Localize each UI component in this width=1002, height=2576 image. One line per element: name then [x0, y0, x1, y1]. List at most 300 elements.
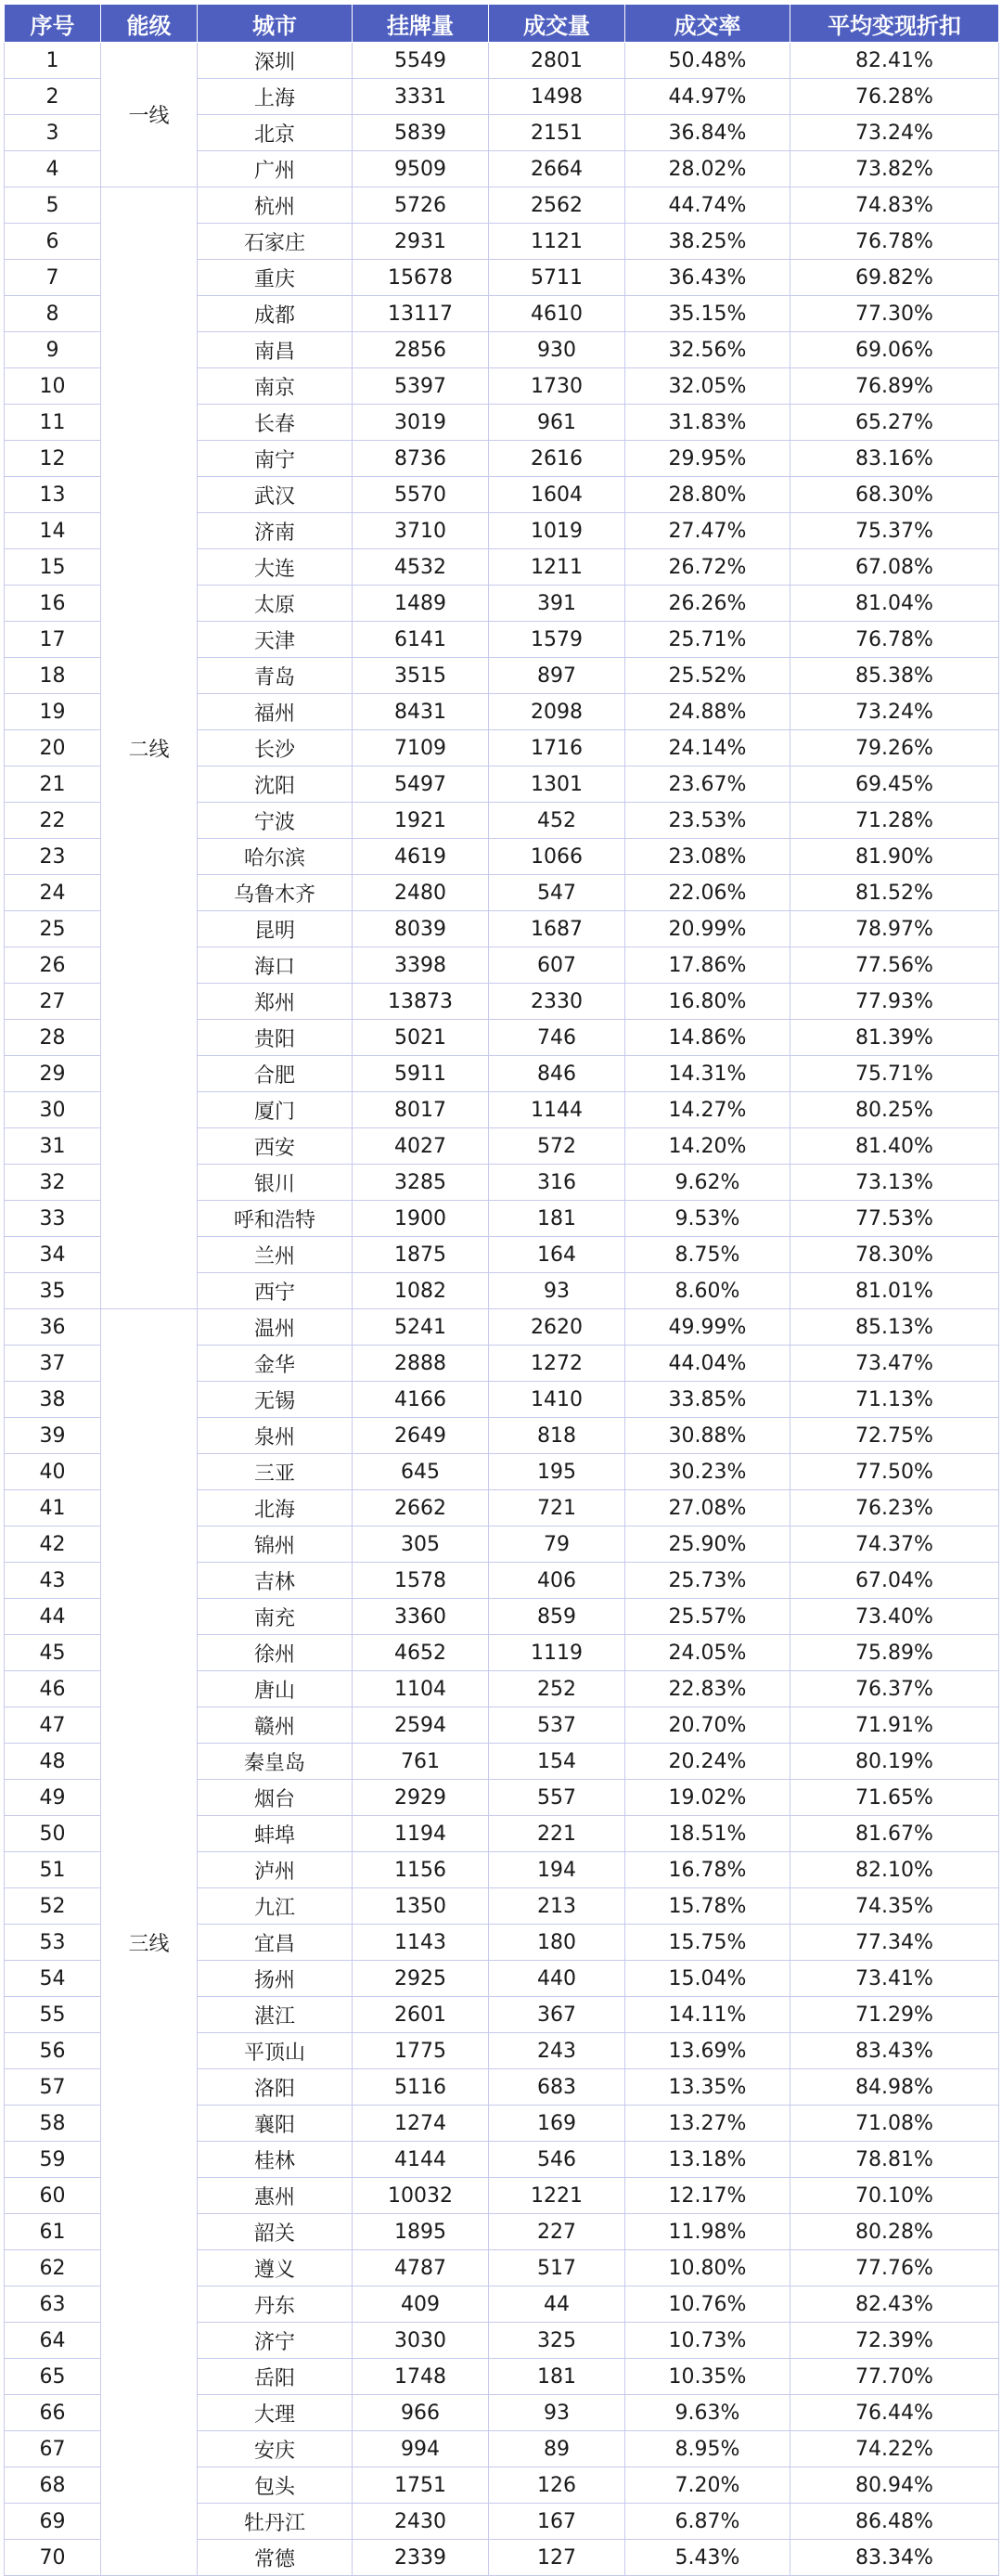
listings-cell: 3030 [353, 2323, 489, 2359]
index-cell: 36 [5, 1309, 101, 1346]
deal-rate-cell: 24.88% [625, 694, 790, 730]
index-cell: 70 [5, 2540, 101, 2576]
city-cell: 南宁 [198, 441, 353, 477]
deals-cell: 2098 [489, 694, 625, 730]
city-cell: 南充 [198, 1599, 353, 1635]
city-cell: 锦州 [198, 1526, 353, 1563]
deals-cell: 1019 [489, 513, 625, 549]
deals-cell: 5711 [489, 260, 625, 296]
city-cell: 平顶山 [198, 2033, 353, 2069]
index-cell: 39 [5, 1418, 101, 1454]
listings-cell: 15678 [353, 260, 489, 296]
city-cell: 大连 [198, 549, 353, 586]
listings-cell: 5570 [353, 477, 489, 513]
deal-rate-cell: 13.35% [625, 2069, 790, 2106]
city-cell: 深圳 [198, 43, 353, 79]
deals-cell: 517 [489, 2250, 625, 2286]
deal-rate-cell: 18.51% [625, 1816, 790, 1852]
deal-rate-cell: 17.86% [625, 947, 790, 984]
listings-cell: 8736 [353, 441, 489, 477]
deals-cell: 452 [489, 803, 625, 839]
index-cell: 2 [5, 79, 101, 115]
listings-cell: 3515 [353, 658, 489, 694]
header-city[interactable]: 城市 [198, 5, 353, 43]
deals-cell: 126 [489, 2467, 625, 2504]
deal-rate-cell: 20.70% [625, 1707, 790, 1744]
city-cell: 湛江 [198, 1997, 353, 2033]
deals-cell: 721 [489, 1490, 625, 1526]
listings-cell: 4787 [353, 2250, 489, 2286]
index-cell: 1 [5, 43, 101, 79]
deals-cell: 1066 [489, 839, 625, 875]
index-cell: 35 [5, 1273, 101, 1309]
deals-cell: 572 [489, 1128, 625, 1165]
deal-rate-cell: 7.20% [625, 2467, 790, 2504]
deals-cell: 2664 [489, 151, 625, 187]
deal-rate-cell: 9.53% [625, 1201, 790, 1237]
city-cell: 济南 [198, 513, 353, 549]
city-cell: 泉州 [198, 1418, 353, 1454]
deal-rate-cell: 44.97% [625, 79, 790, 115]
city-cell: 岳阳 [198, 2359, 353, 2395]
deals-cell: 818 [489, 1418, 625, 1454]
avg-discount-cell: 85.13% [790, 1309, 999, 1346]
listings-cell: 4144 [353, 2142, 489, 2178]
city-cell: 扬州 [198, 1961, 353, 1997]
deal-rate-cell: 30.88% [625, 1418, 790, 1454]
index-cell: 15 [5, 549, 101, 586]
deals-cell: 2151 [489, 115, 625, 151]
index-cell: 54 [5, 1961, 101, 1997]
listings-cell: 1748 [353, 2359, 489, 2395]
listings-cell: 4652 [353, 1635, 489, 1671]
city-cell: 烟台 [198, 1780, 353, 1816]
city-cell: 哈尔滨 [198, 839, 353, 875]
header-deals[interactable]: 成交量 [489, 5, 625, 43]
city-cell: 长沙 [198, 730, 353, 766]
avg-discount-cell: 73.82% [790, 151, 999, 187]
city-cell: 牡丹江 [198, 2504, 353, 2540]
index-cell: 66 [5, 2395, 101, 2431]
city-cell: 西宁 [198, 1273, 353, 1309]
avg-discount-cell: 77.76% [790, 2250, 999, 2286]
avg-discount-cell: 71.08% [790, 2106, 999, 2142]
listings-cell: 1489 [353, 586, 489, 622]
index-cell: 58 [5, 2106, 101, 2142]
index-cell: 41 [5, 1490, 101, 1526]
deal-rate-cell: 15.75% [625, 1925, 790, 1961]
deal-rate-cell: 25.90% [625, 1526, 790, 1563]
index-cell: 12 [5, 441, 101, 477]
city-cell: 武汉 [198, 477, 353, 513]
deals-cell: 181 [489, 1201, 625, 1237]
deal-rate-cell: 27.47% [625, 513, 790, 549]
index-cell: 44 [5, 1599, 101, 1635]
deal-rate-cell: 27.08% [625, 1490, 790, 1526]
listings-cell: 409 [353, 2286, 489, 2323]
deals-cell: 1410 [489, 1382, 625, 1418]
avg-discount-cell: 86.48% [790, 2504, 999, 2540]
header-tier[interactable]: 能级 [101, 5, 198, 43]
deal-rate-cell: 28.02% [625, 151, 790, 187]
index-cell: 4 [5, 151, 101, 187]
deals-cell: 1221 [489, 2178, 625, 2214]
deals-cell: 557 [489, 1780, 625, 1816]
city-cell: 石家庄 [198, 224, 353, 260]
deals-cell: 537 [489, 1707, 625, 1744]
city-cell: 常德 [198, 2540, 353, 2576]
index-cell: 64 [5, 2323, 101, 2359]
deals-cell: 1121 [489, 224, 625, 260]
listings-cell: 994 [353, 2431, 489, 2467]
index-cell: 40 [5, 1454, 101, 1490]
city-cell: 秦皇岛 [198, 1744, 353, 1780]
deals-cell: 93 [489, 2395, 625, 2431]
listings-cell: 2339 [353, 2540, 489, 2576]
avg-discount-cell: 71.29% [790, 1997, 999, 2033]
index-cell: 29 [5, 1056, 101, 1092]
avg-discount-cell: 83.34% [790, 2540, 999, 2576]
deals-cell: 547 [489, 875, 625, 911]
tier-cell: 一线 [101, 43, 198, 187]
avg-discount-cell: 73.47% [790, 1346, 999, 1382]
deals-cell: 1144 [489, 1092, 625, 1128]
deal-rate-cell: 32.05% [625, 368, 790, 405]
deal-rate-cell: 10.35% [625, 2359, 790, 2395]
city-cell: 贵阳 [198, 1020, 353, 1056]
deal-rate-cell: 12.17% [625, 2178, 790, 2214]
deal-rate-cell: 44.04% [625, 1346, 790, 1382]
deal-rate-cell: 15.04% [625, 1961, 790, 1997]
listings-cell: 645 [353, 1454, 489, 1490]
deals-cell: 607 [489, 947, 625, 984]
avg-discount-cell: 81.52% [790, 875, 999, 911]
city-cell: 三亚 [198, 1454, 353, 1490]
city-cell: 唐山 [198, 1671, 353, 1707]
avg-discount-cell: 77.53% [790, 1201, 999, 1237]
city-cell: 桂林 [198, 2142, 353, 2178]
listings-cell: 1104 [353, 1671, 489, 1707]
deal-rate-cell: 16.78% [625, 1852, 790, 1888]
listings-cell: 5549 [353, 43, 489, 79]
city-cell: 徐州 [198, 1635, 353, 1671]
deal-rate-cell: 20.24% [625, 1744, 790, 1780]
listings-cell: 5397 [353, 368, 489, 405]
header-row [5, 5, 999, 43]
header-listings[interactable]: 挂牌量 [353, 5, 489, 43]
listings-cell: 13117 [353, 296, 489, 332]
city-cell: 重庆 [198, 260, 353, 296]
avg-discount-cell: 81.01% [790, 1273, 999, 1309]
listings-cell: 5021 [353, 1020, 489, 1056]
avg-discount-cell: 78.97% [790, 911, 999, 947]
deal-rate-cell: 50.48% [625, 43, 790, 79]
avg-discount-cell: 79.26% [790, 730, 999, 766]
city-cell: 宜昌 [198, 1925, 353, 1961]
avg-discount-cell: 83.43% [790, 2033, 999, 2069]
index-cell: 57 [5, 2069, 101, 2106]
header-index[interactable]: 序号 [5, 5, 101, 43]
deals-cell: 2616 [489, 441, 625, 477]
avg-discount-cell: 71.65% [790, 1780, 999, 1816]
city-cell: 宁波 [198, 803, 353, 839]
deal-rate-cell: 28.80% [625, 477, 790, 513]
index-cell: 43 [5, 1563, 101, 1599]
avg-discount-cell: 72.39% [790, 2323, 999, 2359]
deals-cell: 79 [489, 1526, 625, 1563]
city-cell: 北京 [198, 115, 353, 151]
city-cell: 金华 [198, 1346, 353, 1382]
listings-cell: 4027 [353, 1128, 489, 1165]
deals-cell: 746 [489, 1020, 625, 1056]
deals-cell: 213 [489, 1888, 625, 1925]
avg-discount-cell: 80.94% [790, 2467, 999, 2504]
city-cell: 银川 [198, 1165, 353, 1201]
city-stats-table [4, 4, 999, 2576]
listings-cell: 1775 [353, 2033, 489, 2069]
avg-discount-cell: 81.39% [790, 1020, 999, 1056]
avg-discount-cell: 76.44% [790, 2395, 999, 2431]
city-cell: 郑州 [198, 984, 353, 1020]
table-container [4, 4, 998, 2576]
deal-rate-cell: 24.05% [625, 1635, 790, 1671]
avg-discount-cell: 72.75% [790, 1418, 999, 1454]
deal-rate-cell: 15.78% [625, 1888, 790, 1925]
listings-cell: 8431 [353, 694, 489, 730]
listings-cell: 1875 [353, 1237, 489, 1273]
avg-discount-cell: 78.30% [790, 1237, 999, 1273]
deal-rate-cell: 9.63% [625, 2395, 790, 2431]
deal-rate-cell: 16.80% [625, 984, 790, 1020]
index-cell: 48 [5, 1744, 101, 1780]
deal-rate-cell: 9.62% [625, 1165, 790, 1201]
deals-cell: 2801 [489, 43, 625, 79]
deals-cell: 1211 [489, 549, 625, 586]
deal-rate-cell: 6.87% [625, 2504, 790, 2540]
deal-rate-cell: 19.02% [625, 1780, 790, 1816]
deals-cell: 169 [489, 2106, 625, 2142]
avg-discount-cell: 77.34% [790, 1925, 999, 1961]
avg-discount-cell: 75.89% [790, 1635, 999, 1671]
table-row [5, 1309, 999, 1346]
deals-cell: 546 [489, 2142, 625, 2178]
listings-cell: 1082 [353, 1273, 489, 1309]
index-cell: 8 [5, 296, 101, 332]
deal-rate-cell: 11.98% [625, 2214, 790, 2250]
index-cell: 7 [5, 260, 101, 296]
deal-rate-cell: 14.11% [625, 1997, 790, 2033]
listings-cell: 1143 [353, 1925, 489, 1961]
listings-cell: 2929 [353, 1780, 489, 1816]
index-cell: 25 [5, 911, 101, 947]
deal-rate-cell: 25.73% [625, 1563, 790, 1599]
avg-discount-cell: 65.27% [790, 405, 999, 441]
city-cell: 赣州 [198, 1707, 353, 1744]
deals-cell: 127 [489, 2540, 625, 2576]
index-cell: 52 [5, 1888, 101, 1925]
city-cell: 长春 [198, 405, 353, 441]
avg-discount-cell: 84.98% [790, 2069, 999, 2106]
index-cell: 60 [5, 2178, 101, 2214]
city-cell: 成都 [198, 296, 353, 332]
listings-cell: 9509 [353, 151, 489, 187]
city-cell: 南京 [198, 368, 353, 405]
deals-cell: 1579 [489, 622, 625, 658]
listings-cell: 305 [353, 1526, 489, 1563]
avg-discount-cell: 71.13% [790, 1382, 999, 1418]
index-cell: 50 [5, 1816, 101, 1852]
city-cell: 安庆 [198, 2431, 353, 2467]
index-cell: 28 [5, 1020, 101, 1056]
deal-rate-cell: 22.06% [625, 875, 790, 911]
avg-discount-cell: 77.30% [790, 296, 999, 332]
city-cell: 无锡 [198, 1382, 353, 1418]
deals-cell: 1604 [489, 477, 625, 513]
index-cell: 42 [5, 1526, 101, 1563]
city-cell: 韶关 [198, 2214, 353, 2250]
avg-discount-cell: 80.25% [790, 1092, 999, 1128]
index-cell: 32 [5, 1165, 101, 1201]
avg-discount-cell: 73.24% [790, 694, 999, 730]
deals-cell: 2562 [489, 187, 625, 224]
city-cell: 丹东 [198, 2286, 353, 2323]
listings-cell: 2662 [353, 1490, 489, 1526]
city-cell: 襄阳 [198, 2106, 353, 2142]
deal-rate-cell: 10.73% [625, 2323, 790, 2359]
index-cell: 62 [5, 2250, 101, 2286]
index-cell: 18 [5, 658, 101, 694]
listings-cell: 4166 [353, 1382, 489, 1418]
deals-cell: 2620 [489, 1309, 625, 1346]
avg-discount-cell: 75.37% [790, 513, 999, 549]
deals-cell: 1498 [489, 79, 625, 115]
deals-cell: 1272 [489, 1346, 625, 1382]
index-cell: 61 [5, 2214, 101, 2250]
index-cell: 26 [5, 947, 101, 984]
deal-rate-cell: 24.14% [625, 730, 790, 766]
avg-discount-cell: 74.35% [790, 1888, 999, 1925]
index-cell: 67 [5, 2431, 101, 2467]
listings-cell: 1156 [353, 1852, 489, 1888]
deals-cell: 1687 [489, 911, 625, 947]
listings-cell: 2601 [353, 1997, 489, 2033]
city-cell: 沈阳 [198, 766, 353, 803]
deals-cell: 1730 [489, 368, 625, 405]
listings-cell: 1895 [353, 2214, 489, 2250]
index-cell: 17 [5, 622, 101, 658]
header-avg-discount[interactable]: 平均变现折扣 [790, 5, 999, 43]
deals-cell: 406 [489, 1563, 625, 1599]
deal-rate-cell: 31.83% [625, 405, 790, 441]
listings-cell: 3360 [353, 1599, 489, 1635]
index-cell: 46 [5, 1671, 101, 1707]
deals-cell: 846 [489, 1056, 625, 1092]
city-cell: 呼和浩特 [198, 1201, 353, 1237]
listings-cell: 2931 [353, 224, 489, 260]
deal-rate-cell: 35.15% [625, 296, 790, 332]
deals-cell: 89 [489, 2431, 625, 2467]
index-cell: 14 [5, 513, 101, 549]
deal-rate-cell: 25.71% [625, 622, 790, 658]
city-cell: 兰州 [198, 1237, 353, 1273]
deal-rate-cell: 8.75% [625, 1237, 790, 1273]
deals-cell: 325 [489, 2323, 625, 2359]
listings-cell: 2925 [353, 1961, 489, 1997]
listings-cell: 2594 [353, 1707, 489, 1744]
avg-discount-cell: 77.50% [790, 1454, 999, 1490]
listings-cell: 3331 [353, 79, 489, 115]
deal-rate-cell: 26.72% [625, 549, 790, 586]
deals-cell: 243 [489, 2033, 625, 2069]
index-cell: 11 [5, 405, 101, 441]
index-cell: 31 [5, 1128, 101, 1165]
city-cell: 太原 [198, 586, 353, 622]
deal-rate-cell: 8.60% [625, 1273, 790, 1309]
index-cell: 34 [5, 1237, 101, 1273]
listings-cell: 1350 [353, 1888, 489, 1925]
deals-cell: 440 [489, 1961, 625, 1997]
index-cell: 27 [5, 984, 101, 1020]
avg-discount-cell: 73.40% [790, 1599, 999, 1635]
deals-cell: 897 [489, 658, 625, 694]
listings-cell: 1921 [353, 803, 489, 839]
index-cell: 49 [5, 1780, 101, 1816]
header-deal-rate[interactable]: 成交率 [625, 5, 790, 43]
deals-cell: 316 [489, 1165, 625, 1201]
deals-cell: 44 [489, 2286, 625, 2323]
index-cell: 33 [5, 1201, 101, 1237]
index-cell: 19 [5, 694, 101, 730]
city-cell: 惠州 [198, 2178, 353, 2214]
listings-cell: 761 [353, 1744, 489, 1780]
avg-discount-cell: 82.10% [790, 1852, 999, 1888]
avg-discount-cell: 80.19% [790, 1744, 999, 1780]
listings-cell: 1578 [353, 1563, 489, 1599]
listings-cell: 2888 [353, 1346, 489, 1382]
city-cell: 合肥 [198, 1056, 353, 1092]
city-cell: 泸州 [198, 1852, 353, 1888]
listings-cell: 2430 [353, 2504, 489, 2540]
listings-cell: 7109 [353, 730, 489, 766]
avg-discount-cell: 81.90% [790, 839, 999, 875]
index-cell: 23 [5, 839, 101, 875]
listings-cell: 2480 [353, 875, 489, 911]
city-cell: 上海 [198, 79, 353, 115]
index-cell: 20 [5, 730, 101, 766]
avg-discount-cell: 82.41% [790, 43, 999, 79]
index-cell: 55 [5, 1997, 101, 2033]
listings-cell: 3710 [353, 513, 489, 549]
city-cell: 北海 [198, 1490, 353, 1526]
index-cell: 9 [5, 332, 101, 368]
avg-discount-cell: 85.38% [790, 658, 999, 694]
city-cell: 杭州 [198, 187, 353, 224]
city-cell: 蚌埠 [198, 1816, 353, 1852]
avg-discount-cell: 71.28% [790, 803, 999, 839]
deal-rate-cell: 25.52% [625, 658, 790, 694]
avg-discount-cell: 82.43% [790, 2286, 999, 2323]
index-cell: 30 [5, 1092, 101, 1128]
index-cell: 21 [5, 766, 101, 803]
listings-cell: 3285 [353, 1165, 489, 1201]
deals-cell: 227 [489, 2214, 625, 2250]
avg-discount-cell: 76.78% [790, 622, 999, 658]
deal-rate-cell: 13.69% [625, 2033, 790, 2069]
avg-discount-cell: 77.56% [790, 947, 999, 984]
deal-rate-cell: 14.86% [625, 1020, 790, 1056]
listings-cell: 8039 [353, 911, 489, 947]
deals-cell: 194 [489, 1852, 625, 1888]
